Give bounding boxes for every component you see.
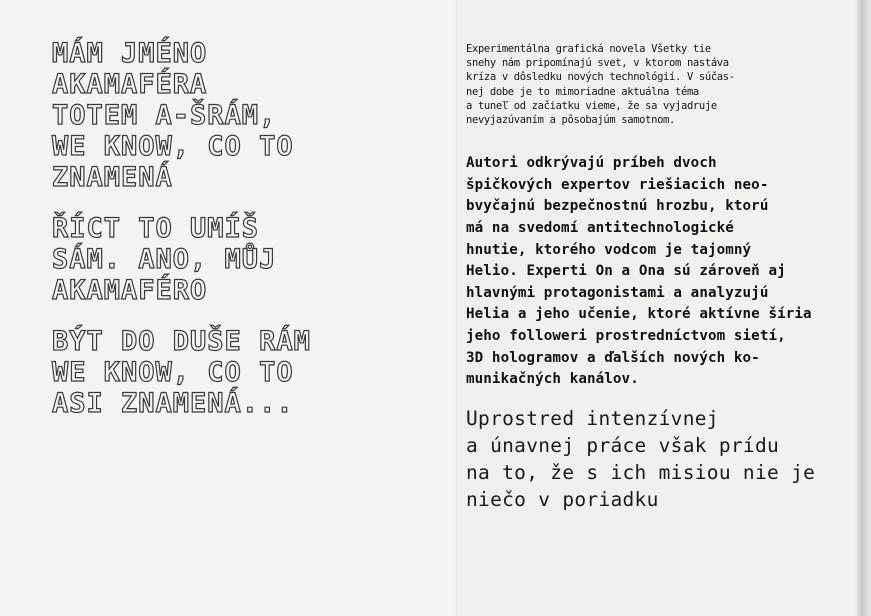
body-line: Helia a jeho učenie, ktoré aktívne šíria <box>466 306 812 323</box>
poem-line: ZNAMENÁ <box>52 162 173 193</box>
poem-line: AKAMAFÉRA <box>52 69 208 100</box>
body-line: bvyčajnú bezpečnostnú hrozbu, ktorú <box>466 198 769 215</box>
intro-paragraph <box>466 42 846 127</box>
poem-line: WE KNOW, CO TO <box>52 357 294 388</box>
poem-stanza <box>52 326 432 419</box>
intro-line: kríza v dôsledku nových technológií. V súčas- <box>466 71 735 84</box>
body-line: špičkových expertov riešiacich neo- <box>466 176 769 193</box>
poem-line: WE KNOW, CO TO <box>52 131 294 162</box>
body-line: 3D hologramov a ďalších nových ko- <box>466 349 760 366</box>
poem-line: SÁM. ANO, MŮJ <box>52 244 277 275</box>
intro-line: Experimentálna grafická novela Všetky tie <box>466 43 711 55</box>
intro-line: nej dobe je to mimoriadne aktuálna téma <box>466 85 699 98</box>
body-line: Autori odkrývajú príbeh dvoch <box>466 155 717 172</box>
body-line: Helio. Experti On a Ona sú zároveň aj <box>466 263 786 280</box>
body-line: munikačných kanálov. <box>466 371 639 388</box>
page-edge-shadow <box>855 0 871 616</box>
poem-line: BÝT DO DUŠE RÁM <box>52 326 311 357</box>
closing-line: niečo v poriadku <box>466 487 659 511</box>
body-paragraph <box>466 153 846 391</box>
right-page-text <box>466 42 846 513</box>
left-page-poem <box>52 38 432 439</box>
closing-paragraph <box>466 405 846 513</box>
body-line: hlavnými protagonistami a analyzujú <box>466 284 769 301</box>
poem-line: AKAMAFÉRO <box>52 275 208 306</box>
body-line: jeho followeri prostredníctvom sietí, <box>466 327 786 344</box>
intro-line: snehy nám pripomínajú svet, v ktorom nastáva <box>466 57 729 70</box>
poem-line: TOTEM A-ŠRÁM, <box>52 100 277 131</box>
body-line: má na svedomí antitechnologické <box>466 220 734 236</box>
closing-line: Uprostred intenzívnej <box>466 406 719 430</box>
page-fold <box>456 0 458 616</box>
closing-line: na to, že s ich misiou nie je <box>466 460 816 484</box>
poem-line: ŘÍCT TO UMÍŠ <box>52 213 260 244</box>
poem-stanza <box>52 213 432 306</box>
intro-line: nevyjazúvaním a pôsobajúm samotnom. <box>466 114 676 127</box>
closing-line: a únavnej práce však prídu <box>466 433 780 457</box>
poem-line: ASI ZNAMENÁ... <box>52 388 294 419</box>
intro-line: a tuneľ od začiatku vieme, že sa vyjadruje <box>466 99 717 112</box>
poem-line: MÁM JMÉNO <box>52 38 208 69</box>
body-line: hnutie, ktorého vodcom je tajomný <box>466 241 752 258</box>
poem-stanza <box>52 38 432 193</box>
